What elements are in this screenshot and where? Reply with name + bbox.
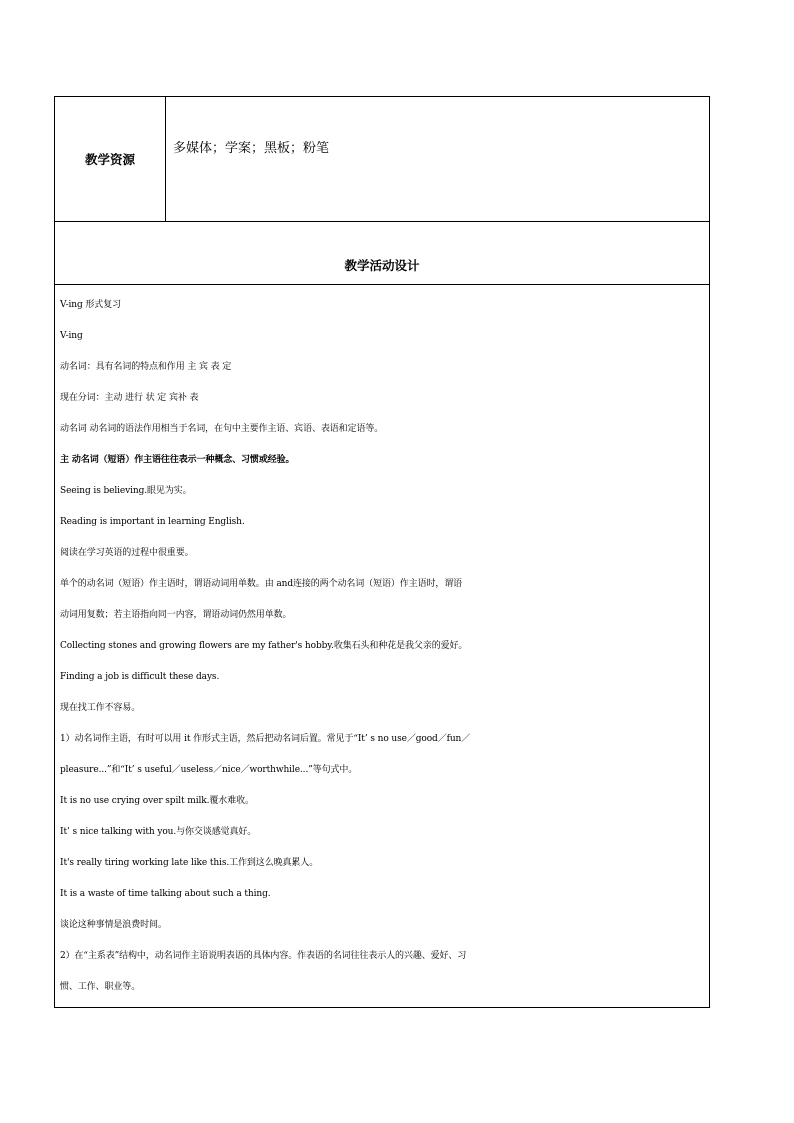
content-line: V-ing 形式复习 <box>60 300 122 310</box>
content-line: 现在找工作不容易。 <box>60 703 141 713</box>
content-line: 阅读在学习英语的过程中很重要。 <box>60 548 194 558</box>
resource-value: 多媒体；学案；黑板；粉笔 <box>173 141 330 156</box>
content-line: It's really tiring working late like this.工作到这么晚真累人。 <box>60 858 319 868</box>
content-line: Seeing is believing.眼见为实。 <box>60 486 192 496</box>
content-line: 主 动名词（短语）作主语往往表示一种概念、习惯或经验。 <box>60 455 295 465</box>
lesson-plan-table <box>54 96 710 1008</box>
content-line: 谈论这种事情是浪费时间。 <box>60 920 167 930</box>
content-line: 单个的动名词（短语）作主语时，谓语动词用单数。由 and连接的两个动名词（短语）作主语时，谓语 <box>60 579 463 589</box>
content-line: 动名词：具有名词的特点和作用 主 宾 表 定 <box>60 362 232 372</box>
activity-design-content <box>55 285 709 1007</box>
content-line: 现在分词：主动 进行 状 定 宾补 表 <box>60 393 199 403</box>
content-line: 1）动名词作主语，有时可以用 it 作形式主语，然后把动名词后置。常见于“It’ s no use／good／fun／ <box>60 734 471 744</box>
resource-row <box>55 97 709 222</box>
resource-label: 教学资源 <box>55 97 166 221</box>
content-line: V-ing <box>60 331 83 341</box>
content-line: Collecting stones and growing flowers are my father's hobby.收集石头和种花是我父亲的爱好。 <box>60 641 468 651</box>
content-line: 动词用复数；若主语指向同一内容，谓语动词仍然用单数。 <box>60 610 292 620</box>
content-line: pleasure...”和“It’ s useful／useless／nice／worthwhile...”等句式中。 <box>60 765 358 775</box>
content-line: 2）在“主系表”结构中，动名词作主语说明表语的具体内容。作表语的名词往往表示人的兴趣、爱好、习 <box>60 951 467 961</box>
content-line: It is a waste of time talking about such a thing. <box>60 889 271 899</box>
content-line: Reading is important in learning English. <box>60 517 245 527</box>
content-line: 动名词 动名词的语法作用相当于名词，在句中主要作主语、宾语、表语和定语等。 <box>60 424 384 434</box>
content-line: It’ s nice talking with you.与你交谈感觉真好。 <box>60 827 257 837</box>
content-line: Finding a job is difficult these days. <box>60 672 220 682</box>
content-line: It is no use crying over spilt milk.覆水难收。 <box>60 796 254 806</box>
activity-design-heading: 教学活动设计 <box>55 222 709 285</box>
content-line: 惯、工作、职业等。 <box>60 982 141 992</box>
